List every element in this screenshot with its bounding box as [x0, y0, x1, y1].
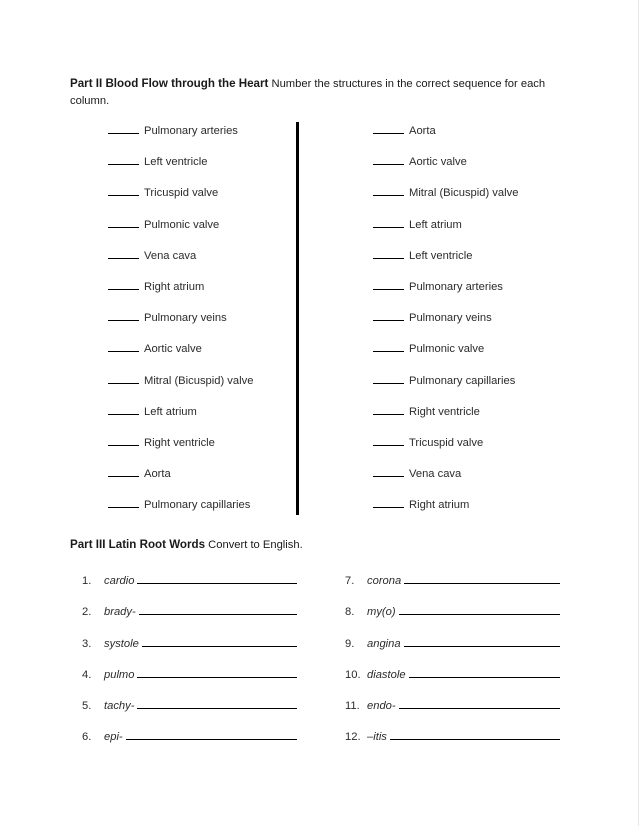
structure-label: Pulmonic valve: [409, 343, 485, 356]
structure-label: Mitral (Bicuspid) valve: [144, 374, 254, 387]
blood-flow-item: [373, 184, 518, 215]
sequence-number-blank[interactable]: [108, 309, 139, 321]
sequence-number-blank[interactable]: [373, 403, 404, 415]
sequence-number-blank[interactable]: [373, 372, 404, 384]
answer-blank[interactable]: [137, 666, 297, 678]
sequence-number-blank[interactable]: [373, 153, 404, 165]
latin-root-item: [345, 697, 560, 728]
structure-label: Right ventricle: [144, 436, 215, 449]
blood-flow-item: [108, 309, 253, 340]
blood-flow-item: [373, 247, 518, 278]
item-number: 6.: [82, 731, 92, 744]
sequence-number-blank[interactable]: [108, 153, 139, 165]
blood-flow-item: [373, 465, 518, 496]
answer-blank[interactable]: [404, 572, 560, 584]
blood-flow-section: [0, 122, 639, 516]
structure-label: Aortic valve: [144, 343, 202, 356]
latin-root-term: –itis: [367, 731, 387, 744]
sequence-number-blank[interactable]: [108, 465, 139, 477]
item-number: 3.: [82, 637, 92, 650]
part2-instructions: Number the structures in the correct sequence for each column.: [70, 78, 546, 107]
item-number: 1.: [82, 575, 92, 587]
blood-flow-item: [108, 372, 253, 403]
blood-flow-item: [108, 465, 253, 496]
part3-title: Part III Latin Root Words: [70, 538, 206, 551]
item-number: 10.: [345, 668, 361, 681]
item-number: 4.: [82, 668, 92, 681]
answer-blank[interactable]: [137, 572, 297, 584]
blood-flow-item: [373, 496, 518, 527]
sequence-number-blank[interactable]: [373, 496, 404, 508]
blood-flow-item: [108, 247, 253, 278]
sequence-number-blank[interactable]: [108, 496, 139, 508]
latin-root-term: corona: [367, 575, 402, 587]
latin-root-item: [345, 635, 560, 666]
latin-root-term: pulmo: [104, 668, 135, 681]
sequence-number-blank[interactable]: [373, 434, 404, 446]
answer-blank[interactable]: [139, 603, 297, 615]
sequence-number-blank[interactable]: [108, 122, 139, 134]
sequence-number-blank[interactable]: [373, 309, 404, 321]
answer-blank[interactable]: [137, 697, 297, 709]
latin-root-term: my(o): [367, 606, 396, 619]
sequence-number-blank[interactable]: [108, 340, 139, 352]
latin-root-item: [82, 728, 297, 759]
blood-flow-item: [373, 153, 518, 184]
blood-flow-item: [108, 216, 253, 247]
latin-root-term: diastole: [367, 668, 406, 681]
part2-title: Part II Blood Flow through the Heart: [70, 77, 269, 90]
structure-label: Aorta: [144, 468, 171, 481]
latin-root-term: tachy-: [104, 700, 135, 713]
latin-root-item: [82, 635, 297, 666]
item-number: 9.: [345, 637, 355, 650]
structure-label: Pulmonary capillaries: [409, 374, 516, 387]
structure-label: Pulmonary veins: [409, 312, 492, 325]
blood-flow-item: [373, 372, 518, 403]
blood-flow-item: [108, 403, 253, 434]
part3-heading: [70, 537, 570, 554]
latin-root-item: [345, 728, 560, 759]
latin-root-term: epi-: [104, 731, 123, 744]
item-number: 12.: [345, 731, 361, 744]
part3-instructions: Convert to English.: [205, 539, 303, 551]
blood-flow-item: [373, 216, 518, 247]
sequence-number-blank[interactable]: [373, 216, 404, 228]
blood-flow-left-column: [108, 122, 253, 527]
answer-blank[interactable]: [409, 666, 560, 678]
blood-flow-item: [108, 434, 253, 465]
latin-root-term: cardio: [104, 575, 135, 587]
sequence-number-blank[interactable]: [108, 434, 139, 446]
part2-heading: [70, 76, 570, 109]
latin-root-term: endo-: [367, 700, 396, 713]
structure-label: Left atrium: [144, 405, 197, 418]
latin-root-item: [345, 603, 560, 634]
latin-root-item: [82, 603, 297, 634]
item-number: 8.: [345, 606, 355, 619]
sequence-number-blank[interactable]: [108, 184, 139, 196]
latin-roots-left-column: [82, 572, 297, 760]
blood-flow-item: [108, 340, 253, 371]
structure-label: Tricuspid valve: [409, 436, 484, 449]
structure-label: Tricuspid valve: [144, 187, 219, 200]
structure-label: Left ventricle: [409, 249, 473, 262]
blood-flow-item: [373, 122, 518, 153]
latin-root-item: [82, 666, 297, 697]
sequence-number-blank[interactable]: [373, 340, 404, 352]
blood-flow-item: [108, 278, 253, 309]
latin-root-item: [345, 666, 560, 697]
column-divider: [296, 122, 299, 515]
answer-blank[interactable]: [404, 635, 560, 647]
answer-blank[interactable]: [399, 697, 560, 709]
blood-flow-item: [373, 403, 518, 434]
sequence-number-blank[interactable]: [373, 184, 404, 196]
structure-label: Aorta: [409, 125, 436, 137]
latin-root-term: brady-: [104, 606, 136, 619]
item-number: 7.: [345, 575, 355, 587]
latin-roots-right-column: [345, 572, 560, 760]
structure-label: Pulmonary arteries: [144, 125, 238, 137]
structure-label: Pulmonary capillaries: [144, 499, 251, 512]
blood-flow-item: [108, 496, 253, 527]
latin-root-term: systole: [104, 637, 139, 650]
blood-flow-item: [373, 434, 518, 465]
sequence-number-blank[interactable]: [108, 278, 139, 290]
latin-root-item: [345, 572, 560, 603]
blood-flow-item: [373, 309, 518, 340]
structure-label: Pulmonic valve: [144, 218, 220, 231]
answer-blank[interactable]: [142, 635, 297, 647]
structure-label: Right atrium: [409, 499, 470, 512]
structure-label: Pulmonary veins: [144, 312, 227, 325]
structure-label: Aortic valve: [409, 156, 467, 169]
blood-flow-right-column: [373, 122, 518, 527]
structure-label: Left ventricle: [144, 156, 208, 169]
item-number: 5.: [82, 700, 92, 713]
item-number: 11.: [345, 700, 360, 713]
sequence-number-blank[interactable]: [373, 247, 404, 259]
answer-blank[interactable]: [390, 728, 560, 740]
answer-blank[interactable]: [399, 603, 560, 615]
blood-flow-item: [108, 184, 253, 215]
sequence-number-blank[interactable]: [373, 465, 404, 477]
latin-root-item: [82, 697, 297, 728]
answer-blank[interactable]: [126, 728, 297, 740]
sequence-number-blank[interactable]: [108, 247, 139, 259]
sequence-number-blank[interactable]: [373, 122, 404, 134]
structure-label: Vena cava: [409, 468, 462, 481]
latin-root-item: [82, 572, 297, 603]
structure-label: Vena cava: [144, 249, 197, 262]
blood-flow-item: [373, 340, 518, 371]
blood-flow-item: [108, 153, 253, 184]
blood-flow-item: [108, 122, 253, 153]
sequence-number-blank[interactable]: [108, 403, 139, 415]
item-number: 2.: [82, 606, 92, 619]
structure-label: Right atrium: [144, 280, 205, 293]
latin-root-term: angina: [367, 637, 401, 650]
sequence-number-blank[interactable]: [373, 278, 404, 290]
blood-flow-item: [373, 278, 518, 309]
structure-label: Left atrium: [409, 218, 462, 231]
sequence-number-blank[interactable]: [108, 372, 139, 384]
structure-label: Right ventricle: [409, 405, 480, 418]
structure-label: Mitral (Bicuspid) valve: [409, 187, 519, 200]
structure-label: Pulmonary arteries: [409, 280, 503, 293]
sequence-number-blank[interactable]: [108, 216, 139, 228]
